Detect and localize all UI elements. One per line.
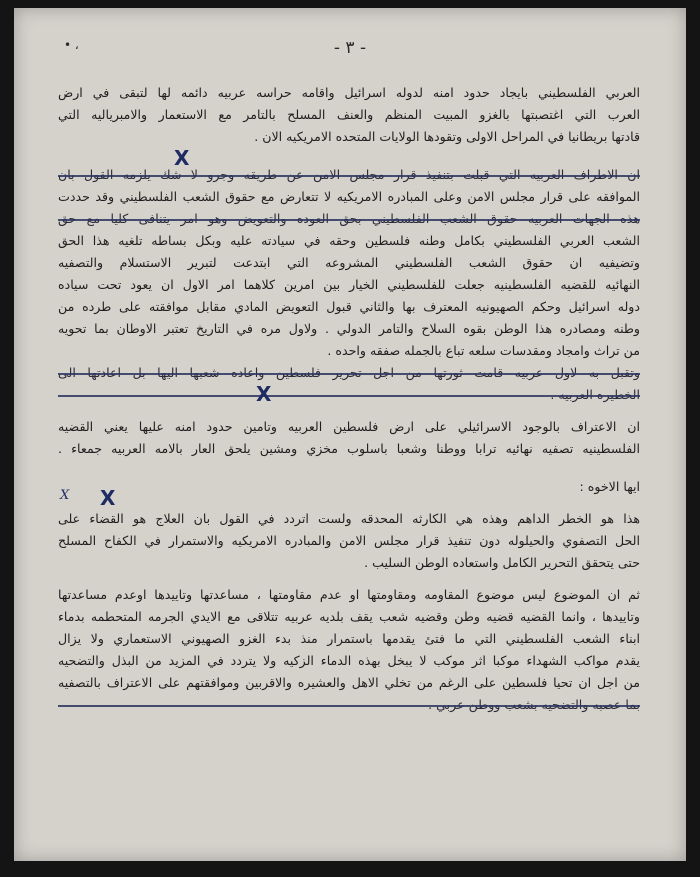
text-line: العرب التي اغتصبتها بالغزو المبيت المنظم والعنف المسلح بالتامر مع الاستعمار والامبرياليه التي (58, 107, 640, 122)
text-line: وطنه ومصادره هذا الوطن بقوه السلاح والتامر الدولي . ولاول مره في التاريخ تعتبر الاوطان بما تحويه (58, 321, 640, 336)
document-page (14, 8, 686, 861)
paragraph-gap (58, 406, 640, 416)
struck-text-line (58, 208, 640, 230)
text-line: ايها الاخوه : (579, 479, 640, 494)
handwritten-strikethrough (58, 373, 640, 375)
handwritten-x-mark: X (174, 146, 190, 170)
text-line: الفلسطينيه تصفيه نهائيه ترابا ووطنا وشعبا باسلوب مخزي ومشين يلحق العار بالامه العربيه جمعاء . (58, 441, 640, 456)
text-line: يقدم مواكب الشهداء موكبا اثر موكب لا يبخل بهذه الدماء الزكيه ولا يتردد في المزيد من البذل والتضحيه (58, 653, 640, 668)
paragraph-gap (58, 498, 640, 508)
struck-text-line (58, 362, 640, 384)
text-line: الشعب العربي الفلسطيني بكامل وطنه فلسطين وحقه في سيادته عليه وبكل بساطه تلغيه هذا الحق (58, 233, 640, 248)
paragraph-gap (58, 574, 640, 584)
text-line: من اجل ان تحيا فلسطين على الرغم من تخلي الاهل والعشيره والاقربين وموافقتهم على الاعتراف بالتصفيه (58, 675, 640, 690)
text-line: دوله اسرائيل وحكم الصهيونيه المعترف بها والثاني قبول التعويض المادي مقابل موافقته على طرده من (58, 299, 640, 314)
text-line: النهائيه للقضيه الفلسطينيه جعلت للفلسطيني الخيار بين امرين كلاهما امر الاول ان يعود تحت سياده (58, 277, 640, 292)
text-line: وتضيفيه ان حقوق الشعب الفلسطيني المشروعه التي ابتدعت لتبرير الاستسلام والتصفيه (58, 255, 640, 270)
text-line: ثم ان الموضوع ليس موضوع المقاومه ومقاومتها او عدم مقاومتها ، مساعدتها وتاييدها اوعدم مساعدتها (58, 587, 640, 602)
text-line: الموافقه على قرار مجلس الامن وعلى المبادره الامريكيه لا تتعارض مع حقوق الشعب الفلسطيني وقد حددت (58, 189, 640, 204)
text-line: الحل التصفوي والحيلوله دون تنفيذ قرار مجلس الامن والمبادره الامريكيه والاستمرار في الكفاح المسلح (58, 533, 640, 548)
handwritten-margin-note: X (60, 488, 70, 503)
handwritten-strikethrough (58, 219, 640, 221)
struck-text-line (58, 384, 640, 406)
struck-text-line (58, 164, 640, 186)
handwritten-strikethrough (58, 175, 640, 177)
text-line: وتاييدها ، وانما القضيه قضيه وطن وقضيه شعب يقف بلديه عربيه تتلاقى مع الايدي الجرمه المتحطمه بدماء (58, 609, 640, 624)
document-body (58, 82, 640, 716)
paragraph-gap (58, 460, 640, 476)
paragraph-gap (58, 148, 640, 164)
text-line: ان الاعتراف بالوجود الاسرائيلي على ارض فلسطين العربيه وتامين حدود امنه عليها يعني القضيه (58, 419, 640, 434)
page-number: - ٣ - (333, 38, 367, 58)
text-line: هذا هو الخطر الداهم وهذه هي الكارثه المحدقه ولست اتردد في القول بان العلاج هو القضاء على (58, 511, 640, 526)
corner-mark: • ، (64, 38, 79, 52)
handwritten-strikethrough (58, 705, 640, 707)
text-line: من تراث وامجاد ومقدسات سلعه تباع بالجمله صفقه واحده . (327, 343, 640, 358)
text-line: قادتها بريطانيا في المراحل الاولى وتقودها الولايات المتحده الامريكيه الان . (254, 129, 640, 144)
text-line: العربي الفلسطيني بايجاد حدود امنه لدوله اسرائيل واقامه حراسه عربيه دائمه لها لتبقى في ارض (58, 85, 640, 100)
handwritten-x-mark: X (256, 382, 272, 406)
struck-text-line (58, 694, 640, 716)
handwritten-strikethrough (58, 395, 640, 397)
handwritten-x-mark: X (100, 486, 116, 510)
text-line: ابناء الشعب الفلسطيني التي ما فتئ يقدمها باستمرار منذ بدء الغزو الصهيوني الاستعماري ولا يزال (58, 631, 640, 646)
text-line: حتى يتحقق التحرير الكامل واستعاده الوطن السليب . (364, 555, 640, 570)
